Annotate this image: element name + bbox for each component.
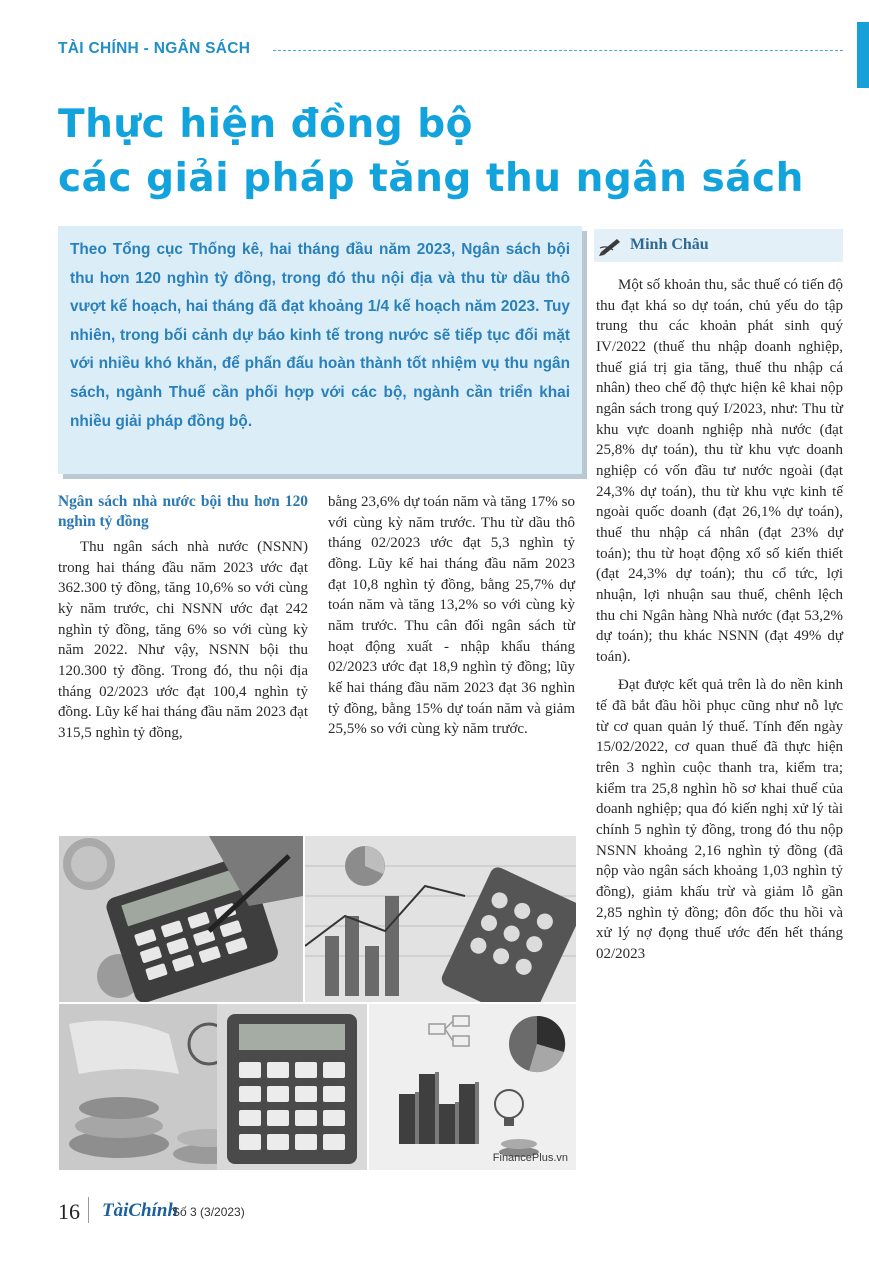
lead-box — [58, 226, 582, 474]
magazine-logo: TàiChính — [102, 1200, 179, 1221]
business-icons-photo — [369, 1004, 576, 1170]
col3-paragraph-2: Đạt được kết quả trên là do nền kinh tế đã bắt đầu hồi phục cũng như nỗ lực từ cơ quan quản lý thuế. Tính đến ngày 15/02/2022, cơ quan thuế đã thực hiện trên 3 nghìn cuộc thanh tra, kiểm tra; kiểm tra 25,8 nghìn hồ sơ khai thuế của doanh nghiệp; qua đó kiến nghị xử lý tài chính 5 nghìn tỷ đồng, trong đó thu nộp NSNN khoảng 2,16 nghìn tỷ đồng (đã nộp vào ngân sách khoảng 1,03 nghìn tỷ đồng), giảm khấu trừ và giảm lỗ gần 2,85 nghìn tỷ đồng; đôn đốc thu hồi và xử lý nợ đọng thuế ước đến hết tháng 02/2023 — [596, 677, 843, 962]
page-footer — [58, 1197, 458, 1225]
section-header — [58, 40, 843, 60]
article-title-line2: các giải pháp tăng thu ngân sách — [58, 156, 804, 201]
col2-paragraph: bằng 23,6% dự toán năm và tăng 17% so với cùng kỳ năm trước. Thu từ dầu thô tháng 02/2023 ước đạt 5,3 nghìn tỷ đồng. Lũy kế hai tháng đầu năm 2023 đạt 10,8 nghìn tỷ đồng, bằng 25,7% dự toán năm và tăng 13,2% so với cùng kỳ năm trước. Thu cân đối ngân sách từ hoạt động xuất - nhập khẩu tháng 02/2023 ước đạt 18,9 nghìn tỷ đồng; lũy kế hai tháng đầu năm 2023 đạt 36 nghìn tỷ đồng, bằng 15% dự toán năm và giảm 25,5% so với cùng kỳ năm trước. — [328, 494, 575, 738]
page-edge-tab — [857, 22, 869, 88]
finance-photo-collage — [59, 836, 576, 1170]
section-label: TÀI CHÍNH - NGÂN SÁCH — [58, 40, 251, 57]
body-column-2 — [328, 492, 575, 740]
pen-icon — [598, 236, 624, 256]
author-byline — [594, 229, 843, 262]
col1-paragraph: Thu ngân sách nhà nước (NSNN) trong hai tháng đầu năm 2023 ước đạt 362.300 tỷ đồng, tăng 10,6% so với cùng kỳ năm trước, chi NSNN ước đạt 242 nghìn tỷ đồng, tăng 6% so với cùng kỳ năm 2022. Như vậy, NSNN bội thu 120.300 tỷ đồng. Trong đó, thu nội địa tháng 02/2023 ước đạt 100,4 nghìn tỷ đồng. Lũy kế hai tháng đầu năm 2023 đạt 315,5 nghìn tỷ đồng, — [58, 539, 308, 741]
article-title-line1: Thực hiện đồng bộ — [58, 102, 473, 147]
article-title — [58, 98, 858, 206]
author-name: Minh Châu — [630, 236, 709, 253]
page-number: 16 — [58, 1199, 80, 1224]
calculator-closeup-photo — [217, 1004, 367, 1170]
issue-number: Số 3 (3/2023) — [172, 1205, 245, 1219]
calculator-photo — [59, 836, 303, 1002]
lead-text: Theo Tổng cục Thống kê, hai tháng đầu năm 2023, Ngân sách bội thu hơn 120 nghìn tỷ đồng, trong đó thu nội địa và thu từ dầu thô vượt kế hoạch, hai tháng đã đạt khoảng 1/4 kế hoạch năm 2023. Tuy nhiên, trong bối cảnh dự báo kinh tế trong nước sẽ tiếp tục đối mặt với nhiều khó khăn, để phấn đấu hoàn thành tốt nhiệm vụ thu ngân sách, ngành Thuế cần phối hợp với các bộ, ngành cần triển khai nhiều giải pháp đồng bộ. — [70, 241, 570, 430]
subheading: Ngân sách nhà nước bội thu hơn 120 nghìn tỷ đồng — [58, 493, 308, 530]
body-column-3 — [596, 275, 843, 965]
footer-divider — [88, 1197, 89, 1223]
col3-paragraph-1: Một số khoản thu, sắc thuế có tiến độ thu đạt khá so dự toán, chủ yếu do tập trung thu các khoản phát sinh quý IV/2022 (thuế thu nhập doanh nghiệp, thuế giá trị gia tăng, thuế thu nhập cá nhân) theo chế độ thực hiện kê khai nộp ngân sách trong quý I/2023, như: Thu từ khu vực doanh nghiệp nhà nước (đạt 25,8% dự toán), thu từ khu vực doanh nghiệp có vốn đầu tư nước ngoài (đạt 24,3% dự toán), thu từ khu vực kinh tế ngoài quốc doanh (đạt 26,1% dự toán), thuế thu nhập cá nhân (đạt 23% dự toán); thu từ hoạt động xổ số kiến thiết (đạt 24,3% dự toán); thu cổ tức, lợi nhuận, lợi nhuận sau thuế, chênh lệch thu chi Ngân hàng Nhà nước (đạt 53,2% dự toán); thu khác NSNN (đạt 49% dự toán). — [596, 277, 843, 665]
photo-credit: FinancePlus.vn — [492, 1152, 568, 1164]
body-column-1 — [58, 492, 308, 744]
charts-photo — [305, 836, 576, 1002]
section-divider-line — [273, 50, 843, 51]
